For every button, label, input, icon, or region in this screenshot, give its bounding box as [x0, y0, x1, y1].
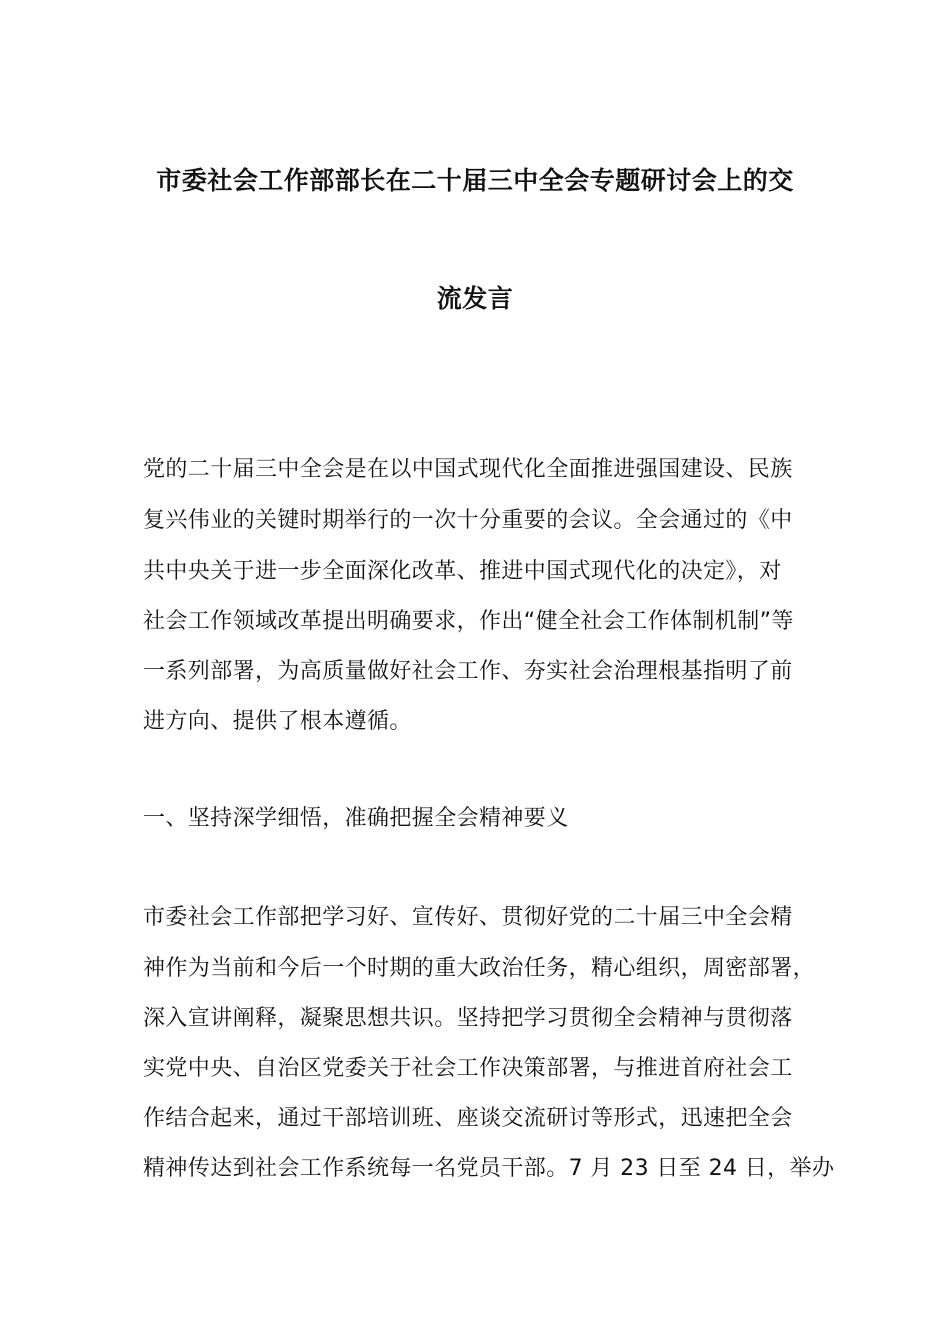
paragraph-1-line-5: 一系列部署，为高质量做好社会工作、夯实社会治理根基指明了前	[143, 659, 793, 684]
paragraph-1-line-4: 社会工作领域改革提出明确要求，作出“健全社会工作体制机制”等	[143, 609, 794, 634]
paragraph-1-line-1: 党的二十届三中全会是在以中国式现代化全面推进强国建设、民族	[143, 457, 793, 482]
paragraph-1-line-2: 复兴伟业的关键时期举行的一次十分重要的会议。全会通过的《中	[143, 508, 793, 533]
paragraph-1-line-3: 共中央关于进一步全面深化改革、推进中国式现代化的决定》，对	[143, 559, 782, 584]
paragraph-2-line-4: 实党中央、自治区党委关于社会工作决策部署，与推进首府社会工	[143, 1056, 793, 1081]
document-title-line-2: 流发言	[436, 284, 514, 313]
paragraph-2-line-6: 精神传达到社会工作系统每一名党员干部。7 月 23 日至 24 日，举办	[143, 1156, 835, 1181]
paragraph-2-line-3: 深入宣讲阐释，凝聚思想共识。坚持把学习贯彻全会精神与贯彻落	[143, 1006, 793, 1031]
paragraph-2-line-2: 神作为当前和今后一个时期的重大政治任务，精心组织，周密部署，	[143, 956, 816, 981]
document-title-line-1: 市委社会工作部部长在二十届三中全会专题研讨会上的交	[156, 166, 794, 195]
paragraph-1-line-6: 进方向、提供了根本遵循。	[143, 709, 412, 734]
section-heading-1: 一、坚持深学细悟，准确把握全会精神要义	[143, 806, 569, 831]
paragraph-2-line-5: 作结合起来，通过干部培训班、座谈交流研讨等形式，迅速把全会	[143, 1106, 793, 1131]
paragraph-2-line-1: 市委社会工作部把学习好、宣传好、贯彻好党的二十届三中全会精	[143, 905, 793, 930]
